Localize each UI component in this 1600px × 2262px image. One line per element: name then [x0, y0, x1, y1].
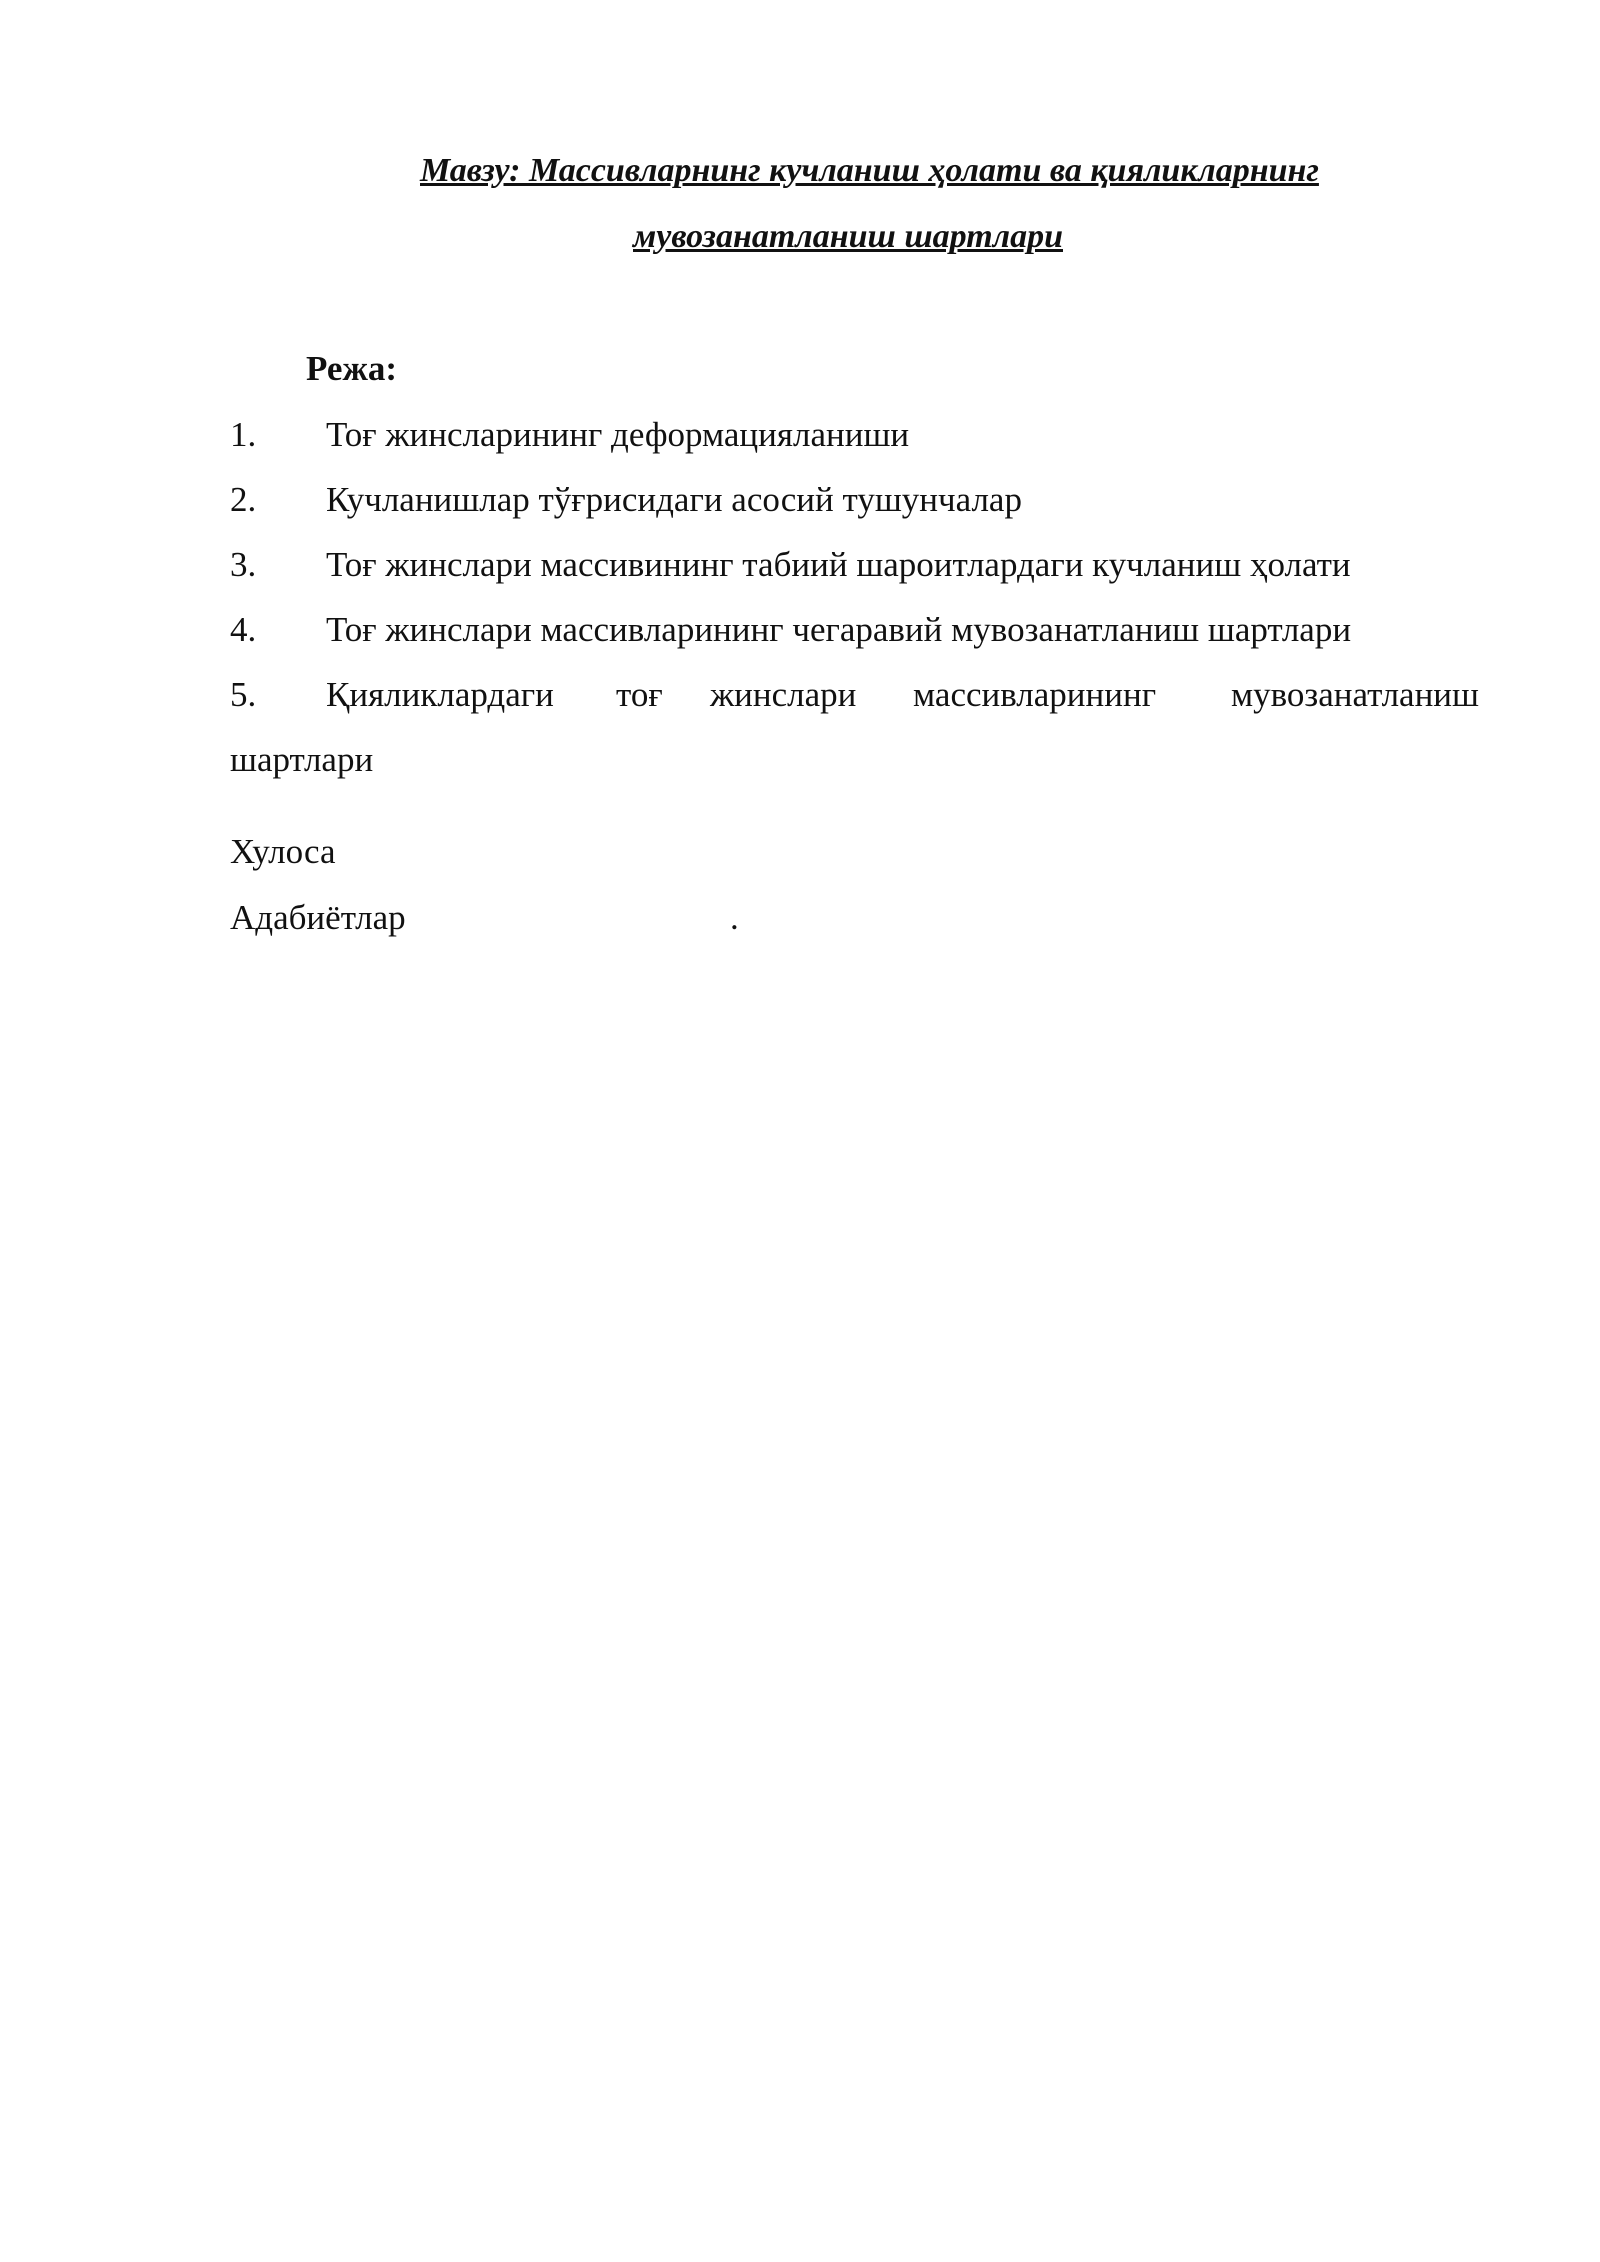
trailing-dot: . — [730, 898, 739, 937]
list-item-number: 1. — [230, 415, 257, 454]
list-item-text: Кучланишлар тўғрисидаги асосий тушунчалар — [326, 480, 1022, 519]
list-item-number: 5. — [230, 675, 257, 714]
list-item-text: Тоғ жинсларининг деформацияланиши — [326, 415, 910, 454]
plan-heading: Режа: — [306, 349, 397, 388]
list-item-text: Тоғ жинслари массивининг табиий шароитлардаги кучланиш ҳолати — [326, 545, 1351, 584]
conclusion-label: Хулоса — [230, 832, 336, 871]
title-line-2: мувозанатланиш шартлари — [633, 218, 1063, 255]
list-item-word: жинслари — [710, 675, 857, 714]
list-item — [230, 675, 1492, 721]
title-line-1: Мавзу: Массивларнинг кучланиш ҳолати ва қияликларнинг — [420, 152, 1319, 189]
list-item-word: мувозанатланиш — [1231, 675, 1479, 714]
list-item-text: Тоғ жинслари массивларининг чегаравий мувозанатланиш шартлари — [326, 610, 1352, 649]
list-item-word: Қияликлардаги — [326, 675, 554, 714]
list-item-number: 3. — [230, 545, 257, 584]
list-item-word: тоғ — [616, 675, 663, 714]
list-item-number: 4. — [230, 610, 257, 649]
list-item-word: массивларининг — [913, 675, 1157, 714]
list-item-number: 2. — [230, 480, 257, 519]
list-item-continuation: шартлари — [230, 740, 374, 779]
literature-label: Адабиётлар — [230, 898, 406, 937]
